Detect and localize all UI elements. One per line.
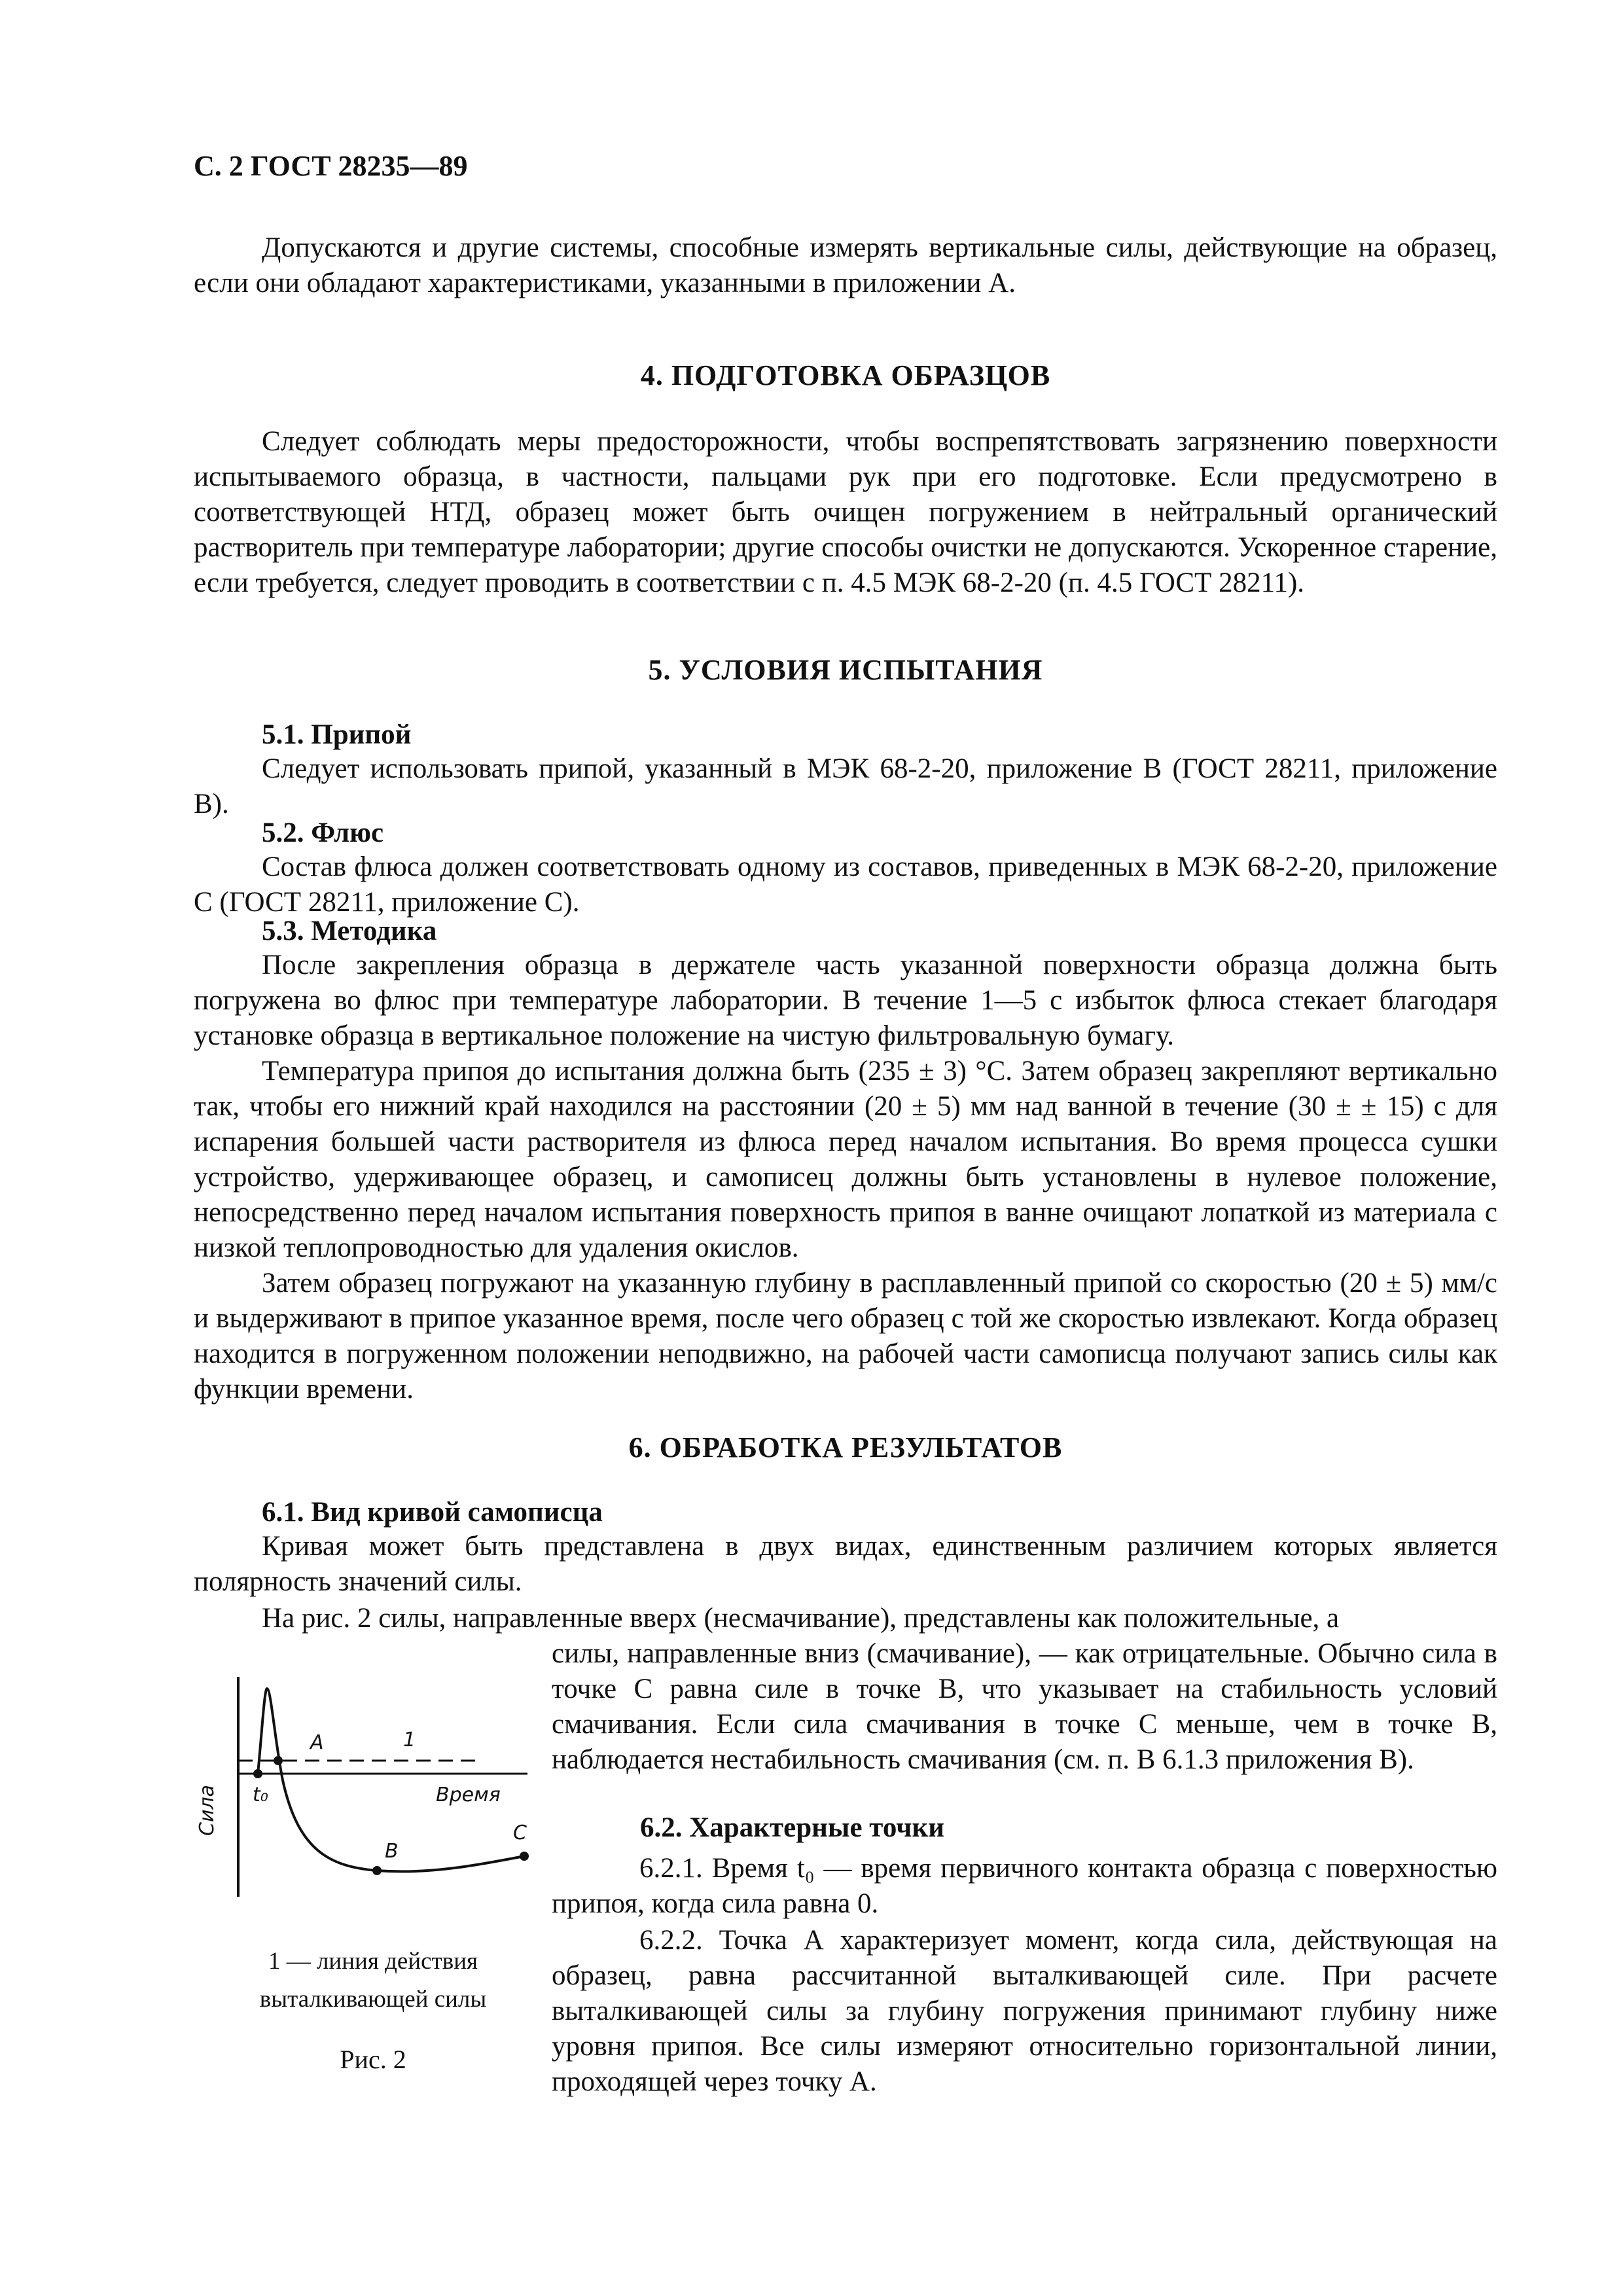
point-b-marker bbox=[372, 1866, 382, 1875]
section-6-2-title: 6.2. Характерные точки bbox=[640, 1812, 945, 1843]
section-6-title: 6. ОБРАБОТКА РЕЗУЛЬТАТОВ bbox=[628, 1431, 1063, 1463]
section-5-3-paragraph-2: Температура припоя до испытания должна быть (235 ± 3) °С. Затем образец закрепляют вертикально так, чтобы его нижний край находился на расстоянии (20 ± 5) мм над ванной в течение (30 ± ± 15) с для испарения большей части растворителя из флюса перед началом испытания. Во время процесса сушки устройство, удерживающее образец, и самописец должны быть установлены в нулевое положение, непосредственно перед началом испытания поверхность припоя в ванне очищают лопаткой из материала с низкой теплопроводностью для удаления окислов. bbox=[194, 1056, 1497, 1263]
figure-2-title: Рис. 2 bbox=[340, 2045, 406, 2074]
section-4-text: Следует соблюдать меры предосторожности, чтобы воспрепятствовать загрязнению поверхности испытываемого образца, в частности, пальцами рук при его подготовке. Если предусмотрено в соответствующей НТД, образец может быть очищен погружением в нейтральный органический растворитель при температуре лаборатории; другие способы очистки не допускаются. Ускоренное старение, если требуется, следует проводить в соответствии с п. 4.5 МЭК 68-2-20 (п. 4.5 ГОСТ 28211). bbox=[194, 426, 1497, 598]
point-a-marker bbox=[274, 1756, 283, 1765]
section-4-title: 4. ПОДГОТОВКА ОБРАЗЦОВ bbox=[640, 359, 1051, 391]
section-6-1-paragraph-2-first-line: На рис. 2 силы, направленные вверх (несмачивание), представлены как положительные, а bbox=[262, 1603, 1340, 1634]
x-axis-label: Время bbox=[436, 1784, 501, 1806]
section-5-1-title: 5.1. Припой bbox=[262, 719, 412, 750]
point-c-label: С bbox=[513, 1821, 527, 1844]
y-axis-label: Сила bbox=[196, 1784, 219, 1836]
page-header: С. 2 ГОСТ 28235—89 bbox=[194, 150, 468, 182]
section-6-1-title: 6.1. Вид кривой самописца bbox=[262, 1497, 603, 1528]
point-c-marker bbox=[520, 1852, 529, 1861]
t0-point bbox=[253, 1769, 262, 1778]
figure-2-caption-line-1: 1 — линия действия bbox=[268, 1948, 478, 1975]
section-6-1-paragraph-2-rest: силы, направленные вниз (смачивание), — как отрицательные. Обычно сила в точке С равна силе в точке В, что указывает на стабильность условий смачивания. Если сила смачивания в точке С меньше, чем в точке В, наблюдается нестабильность смачивания (см. п. В 6.1.3 приложения В). bbox=[552, 1638, 1497, 1775]
line-1-label: 1 bbox=[403, 1729, 416, 1751]
figure-2-force-time-curve bbox=[194, 1662, 560, 2081]
section-5-2-title: 5.2. Флюс bbox=[262, 817, 384, 848]
section-5-2-text: Состав флюса должен соответствовать одному из составов, приведенных в МЭК 68-2-20, приложение С (ГОСТ 28211, приложение С). bbox=[194, 852, 1497, 918]
intro-paragraph: Допускаются и другие системы, способные измерять вертикальные силы, действующие на образец, если они обладают характеристиками, указанными в приложении А. bbox=[194, 232, 1497, 298]
figure-2-caption-line-2: выталкивающей силы bbox=[259, 1986, 487, 2013]
point-b-label: В bbox=[385, 1840, 399, 1863]
section-5-1-text: Следует использовать припой, указанный в МЭК 68-2-20, приложение В (ГОСТ 28211, приложение В). bbox=[194, 753, 1497, 819]
t0-label: t₀ bbox=[253, 1784, 268, 1806]
section-5-title: 5. УСЛОВИЯ ИСПЫТАНИЯ bbox=[648, 654, 1043, 686]
section-6-2-1-text: 6.2.1. Время t₀ — время первичного контакта образца с поверхностью припоя, когда сила равна 0. bbox=[552, 1853, 1497, 1919]
section-5-3-paragraph-3: Затем образец погружают на указанную глубину в расплавленный припой со скоростью (20 ± 5) мм/с и выдерживают в припое указанное время, после чего образец с той же скоростью извлекают. Когда образец находится в погруженном положении неподвижно, на рабочей части самописца получают запись силы как функции времени. bbox=[194, 1268, 1497, 1405]
section-6-2-2-text: 6.2.2. Точка А характеризует момент, когда сила, действующая на образец, равна рассчитанной выталкивающей силе. При расчете выталкивающей силы за глубину погружения принимают глубину ниже уровня припоя. Все силы измеряют относительно горизонтальной линии, проходящей через точку А. bbox=[552, 1925, 1497, 2097]
point-a-label: А bbox=[310, 1731, 324, 1754]
section-5-3-paragraph-1: После закрепления образца в держателе часть указанной поверхности образца должна быть погружена во флюс при температуре лаборатории. В течение 1—5 с избыток флюса стекает благодаря установке образца в вертикальное положение на чистую фильтровальную бумагу. bbox=[194, 950, 1497, 1051]
section-6-1-paragraph-1: Кривая может быть представлена в двух видах, единственным различием которых является полярность значений силы. bbox=[194, 1531, 1497, 1597]
section-5-3-title: 5.3. Методика bbox=[262, 916, 437, 946]
